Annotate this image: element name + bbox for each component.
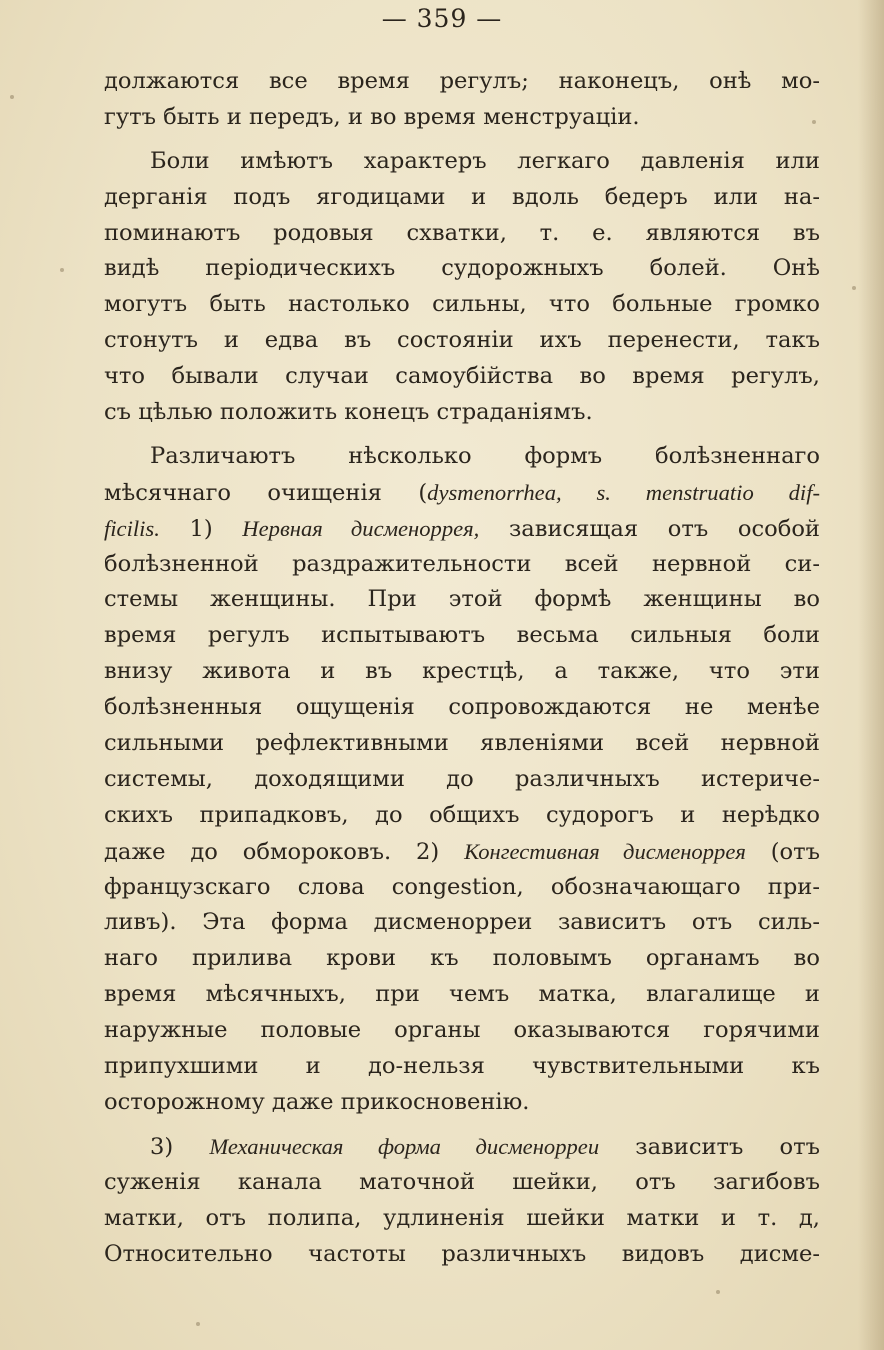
page-number: — 359 — <box>381 4 503 33</box>
text-line: внизу живота и въ крестцѣ, а также, что эти <box>104 658 820 685</box>
page-edge-shadow <box>858 0 884 1350</box>
body-text <box>104 64 820 1272</box>
italic-term: Конгестивная дисменоррея <box>464 838 746 864</box>
latin-term: dysmenorrhea, s. menstruatio dif- <box>427 479 820 505</box>
text-run: даже до обмороковъ. 2) <box>104 838 465 865</box>
text-line: сильными рефлективными явленіями всей нервной <box>104 730 820 757</box>
text-line: что бывали случаи самоубійства во время регулъ, <box>104 363 820 390</box>
text-line: наружные половые органы оказываются горячими <box>104 1017 820 1044</box>
text-line: должаются все время регулъ; наконецъ, онѣ мо- <box>104 68 820 94</box>
text-line: стемы женщины. При этой формѣ женщины во <box>104 586 820 613</box>
text-line: болѣзненныя ощущенія сопровождаются не менѣе <box>104 694 820 721</box>
text-line: ливъ). Эта форма дисменорреи зависитъ отъ силь- <box>104 909 820 936</box>
text-line: поминаютъ родовыя схватки, т. е. являются въ <box>104 219 820 246</box>
paper-speck <box>852 286 856 290</box>
text-line <box>104 1129 820 1165</box>
text-line: дерганія подъ ягодицами и вдоль бедеръ или на- <box>104 183 820 210</box>
text-line: видѣ періодическихъ судорожныхъ болей. Онѣ <box>104 255 820 282</box>
text-line <box>104 511 820 547</box>
text-line: Боли имѣютъ характеръ легкаго давленія или <box>150 147 820 174</box>
text-run: (отъ <box>745 838 820 865</box>
paper-speck <box>196 1322 200 1326</box>
text-line: гутъ быть и передъ, и во время менструаціи. <box>104 103 640 130</box>
text-run: зависитъ отъ <box>599 1133 821 1160</box>
text-line: Относительно частоты различныхъ видовъ дисме- <box>104 1240 820 1267</box>
italic-term: Механическая форма дисменорреи <box>209 1133 600 1159</box>
text-run: зависящая отъ особой <box>479 515 820 542</box>
text-line: время мѣсячныхъ, при чемъ матка, влагалище и <box>104 981 820 1008</box>
latin-term: ficilis. <box>104 515 160 541</box>
text-line: могутъ быть настолько сильны, что больные громко <box>104 291 820 318</box>
text-line: стонутъ и едва въ состояніи ихъ перенести, такъ <box>104 327 820 354</box>
text-line: болѣзненной раздражительности всей нервной си- <box>104 550 820 577</box>
text-run: мѣсячнаго очищенія ( <box>104 479 428 506</box>
text-line <box>104 475 820 511</box>
text-line: матки, отъ полипа, удлиненія шейки матки и т. д, <box>104 1204 820 1231</box>
text-line: осторожному даже прикосновенію. <box>104 1088 530 1115</box>
italic-term: Нервная дисменоррея, <box>242 515 480 541</box>
text-line: наго прилива крови къ половымъ органамъ во <box>104 945 820 972</box>
text-line: французскаго слова congestion, обозначающаго при- <box>104 873 820 900</box>
paper-speck <box>60 268 64 272</box>
paper-speck <box>10 95 14 99</box>
text-line: скихъ припадковъ, до общихъ судорогъ и нерѣдко <box>104 801 820 828</box>
text-line: время регулъ испытываютъ весьма сильныя боли <box>104 622 820 649</box>
text-line: суженія канала маточной шейки, отъ загибовъ <box>104 1168 820 1195</box>
text-run: 1) <box>159 515 243 542</box>
text-line: Различаютъ нѣсколько формъ болѣзненнаго <box>150 442 820 469</box>
text-line <box>104 834 820 870</box>
text-line: системы, доходящими до различныхъ истериче- <box>104 765 820 792</box>
paper-speck <box>716 1290 720 1294</box>
text-line: припухшими и до-нельзя чувствительными къ <box>104 1053 820 1080</box>
text-run: 3) <box>150 1133 210 1160</box>
text-line: съ цѣлью положить конецъ страданіямъ. <box>104 399 593 426</box>
